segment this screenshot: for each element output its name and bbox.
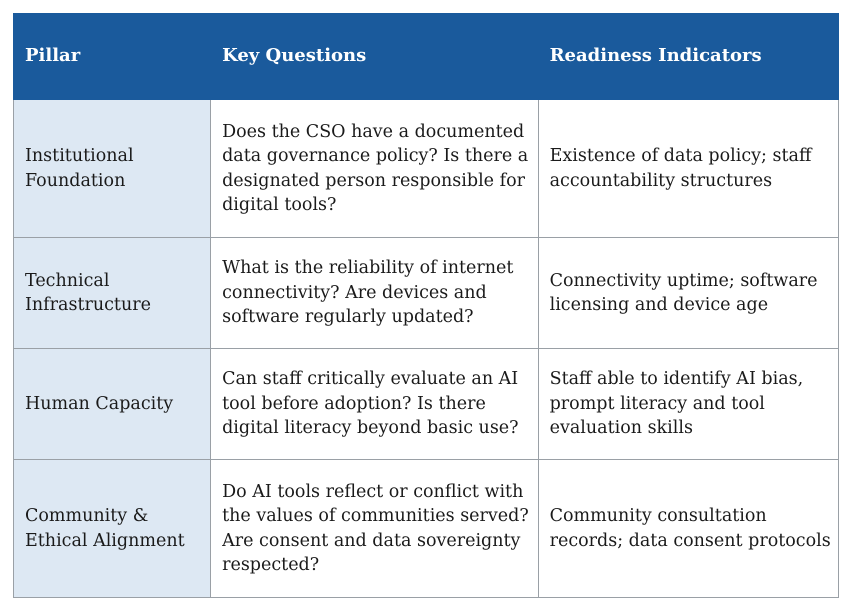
readiness-framework-table [13,13,839,598]
questions-cell: Can staff critically evaluate an AI tool before adoption? Is there digital literacy beyond basic use? [211,349,538,460]
questions-cell: Do AI tools reflect or conflict with the values of communities served? Are consent and data sovereignty respected? [211,460,538,598]
header-pillar: Pillar [14,14,211,100]
table-row [14,238,839,349]
indicators-cell: Community consultation records; data consent protocols [538,460,838,598]
pillar-cell: Technical Infrastructure [14,238,211,349]
indicators-cell: Existence of data policy; staff accountability structures [538,100,838,238]
questions-cell: What is the reliability of internet connectivity? Are devices and software regularly updated? [211,238,538,349]
header-key-questions: Key Questions [211,14,538,100]
table-row [14,100,839,238]
pillar-cell: Institutional Foundation [14,100,211,238]
header-readiness-indicators: Readiness Indicators [538,14,838,100]
header-row [14,14,839,100]
questions-cell: Does the CSO have a documented data governance policy? Is there a designated person responsible for digital tools? [211,100,538,238]
table-row [14,349,839,460]
indicators-cell: Staff able to identify AI bias, prompt literacy and tool evaluation skills [538,349,838,460]
table-row [14,460,839,598]
indicators-cell: Connectivity uptime; software licensing and device age [538,238,838,349]
pillar-cell: Human Capacity [14,349,211,460]
pillar-cell: Community & Ethical Alignment [14,460,211,598]
